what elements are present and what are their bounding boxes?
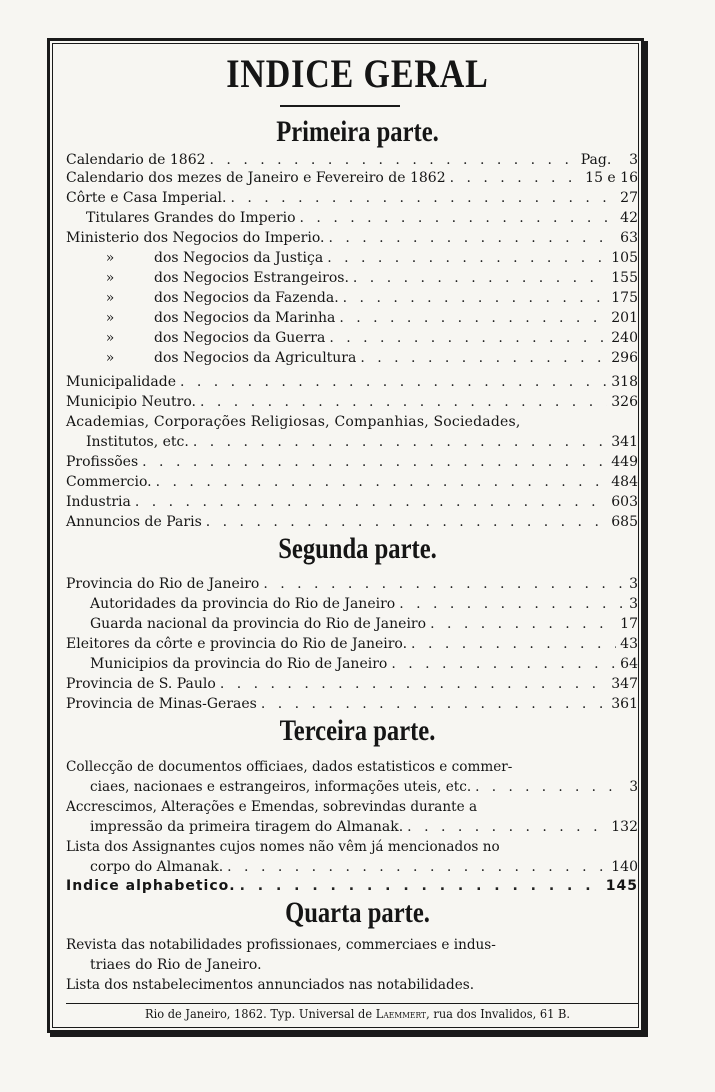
toc-entry[interactable]: Calendario dos mezes de Janeiro e Fevereiro de 1862 . . . 15 e 16 bbox=[66, 168, 638, 188]
toc-entry-line[interactable]: Revista das notabilidades profissionaes, commerciaes e indus- bbox=[66, 937, 496, 953]
toc-entry[interactable]: Profissões . . . 449 bbox=[66, 452, 638, 472]
toc-entry[interactable]: Eleitores da côrte e provincia do Rio de Janeiro. . . . 43 bbox=[66, 634, 638, 654]
dot-leader bbox=[343, 288, 608, 308]
dot-leader bbox=[430, 614, 616, 634]
toc-entry[interactable]: Calendario de 1862 . . . Pag. 3 bbox=[66, 150, 638, 170]
dot-leader bbox=[261, 694, 607, 714]
toc-entry-line[interactable]: Lista dos nstabelecimentos annunciados nas notabilidades. bbox=[66, 977, 475, 993]
dot-leader bbox=[135, 492, 607, 512]
toc-entry-alphabetic-index[interactable]: Indice alphabetico. . . . 145 bbox=[66, 876, 638, 896]
dot-leader bbox=[227, 857, 607, 877]
part-heading-4: Quarta parte. bbox=[285, 896, 430, 929]
dot-leader bbox=[328, 228, 616, 248]
dot-leader bbox=[407, 817, 607, 837]
dot-leader bbox=[142, 452, 607, 472]
toc-entry[interactable]: corpo do Almanak. . . . 140 bbox=[90, 857, 638, 877]
dot-leader bbox=[263, 574, 625, 594]
dot-leader bbox=[206, 512, 608, 532]
toc-entry[interactable]: impressão da primeira tiragem do Almanak. . . . 132 bbox=[90, 817, 638, 837]
toc-entry[interactable]: » dos Negocios da Guerra . . . 240 bbox=[66, 328, 638, 348]
page-title: INDICE GERAL bbox=[226, 51, 489, 96]
toc-entry[interactable]: » dos Negocios da Fazenda. . . . 175 bbox=[66, 288, 638, 308]
dot-leader bbox=[200, 392, 607, 412]
dot-leader bbox=[230, 188, 616, 208]
toc-entry-line[interactable]: Collecção de documentos officiaes, dados estatisticos e commer- bbox=[66, 759, 513, 775]
toc-entry[interactable]: » dos Negocios Estrangeiros. . . . 155 bbox=[66, 268, 638, 288]
dot-leader bbox=[360, 348, 607, 368]
toc-entry-line[interactable]: triaes do Rio de Janeiro. bbox=[90, 957, 262, 973]
toc-entry[interactable]: Autoridades da provincia do Rio de Janeiro . . . 3 bbox=[90, 594, 638, 614]
dot-leader bbox=[327, 248, 607, 268]
imprint-footer: Rio de Janeiro, 1862. Typ. Universal de Laemmert, rua dos Invalidos, 61 B. bbox=[145, 1007, 570, 1021]
toc-entry[interactable]: Institutos, etc. . . . 341 bbox=[86, 432, 638, 452]
toc-entry[interactable]: Guarda nacional da provincia do Rio de Janeiro . . . 17 bbox=[90, 614, 638, 634]
part-heading-2: Segunda parte. bbox=[278, 532, 437, 565]
toc-entry[interactable]: Municipalidade . . . 318 bbox=[66, 372, 638, 392]
dot-leader bbox=[339, 308, 607, 328]
dot-leader bbox=[180, 372, 607, 392]
title-rule bbox=[280, 105, 400, 107]
border-shadow-bottom bbox=[50, 1033, 648, 1037]
dot-leader bbox=[240, 876, 602, 896]
part-heading-3: Terceira parte. bbox=[279, 714, 436, 747]
toc-entry[interactable]: Ministerio dos Negocios do Imperio. . . . 63 bbox=[66, 228, 638, 248]
toc-entry-line[interactable]: Academias, Corporações Religiosas, Companhias, Sociedades, bbox=[66, 414, 521, 430]
dot-leader bbox=[475, 777, 625, 797]
toc-entry[interactable]: » dos Negocios da Marinha . . . 201 bbox=[66, 308, 638, 328]
dot-leader bbox=[210, 150, 577, 170]
dot-leader bbox=[300, 208, 617, 228]
toc-entry[interactable]: Côrte e Casa Imperial. . . . 27 bbox=[66, 188, 638, 208]
toc-entry[interactable]: Municipios da provincia do Rio de Janeiro . . . 64 bbox=[90, 654, 638, 674]
toc-entry[interactable]: » dos Negocios da Agricultura . . . 296 bbox=[66, 348, 638, 368]
dot-leader bbox=[391, 654, 616, 674]
toc-entry[interactable]: Annuncios de Paris . . . 685 bbox=[66, 512, 638, 532]
toc-entry[interactable]: Provincia de Minas-Geraes . . . 361 bbox=[66, 694, 638, 714]
dot-leader bbox=[156, 472, 608, 492]
toc-entry[interactable]: Municipio Neutro. . . . 326 bbox=[66, 392, 638, 412]
toc-entry[interactable]: » dos Negocios da Justiça . . . 105 bbox=[66, 248, 638, 268]
toc-entry[interactable]: Commercio. . . . 484 bbox=[66, 472, 638, 492]
toc-entry-line[interactable]: Lista dos Assignantes cujos nomes não vêm já mencionados no bbox=[66, 839, 500, 855]
dot-leader bbox=[329, 328, 607, 348]
toc-entry[interactable]: ciaes, nacionaes e estrangeiros, informações uteis, etc. . . . 3 bbox=[90, 777, 638, 797]
dot-leader bbox=[353, 268, 607, 288]
dot-leader bbox=[193, 432, 607, 452]
dot-leader bbox=[411, 634, 616, 654]
dot-leader bbox=[450, 168, 582, 188]
toc-entry[interactable]: Provincia do Rio de Janeiro . . . 3 bbox=[66, 574, 638, 594]
footer-rule bbox=[66, 1003, 638, 1004]
toc-entry-line[interactable]: Accrescimos, Alterações e Emendas, sobrevindas durante a bbox=[66, 799, 478, 815]
part-heading-1: Primeira parte. bbox=[276, 115, 439, 148]
toc-entry[interactable]: Provincia de S. Paulo . . . 347 bbox=[66, 674, 638, 694]
dot-leader bbox=[220, 674, 607, 694]
toc-entry[interactable]: Industria . . . 603 bbox=[66, 492, 638, 512]
toc-entry[interactable]: Titulares Grandes do Imperio . . . 42 bbox=[86, 208, 638, 228]
dot-leader bbox=[399, 594, 625, 614]
